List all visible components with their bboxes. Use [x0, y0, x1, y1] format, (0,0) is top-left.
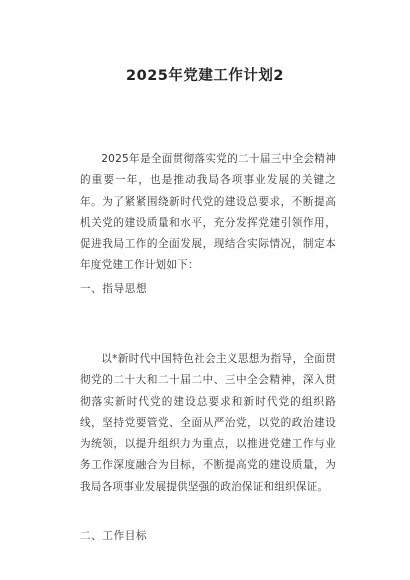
document-title: 2025年党建工作计划2 — [126, 68, 284, 84]
section-heading-work-goals: 二、工作目标 — [80, 530, 148, 542]
section-heading-guiding-ideology: 一、指导思想 — [80, 283, 148, 295]
intro-paragraph: 2025年是全面贯彻落实党的二十届三中全会精神的重要一年，也是推动我局各项事业发展的关键之年。为了紧紧围绕新时代党的建设总要求，不断提高机关党的建设质量和水平，充分发挥党建引领作用，促进我局工作的全面发展，现结合实际情况，制定本年度党建工作计划如下： — [80, 153, 336, 272]
guiding-ideology-paragraph: 以*新时代中国特色社会主义思想为指导，全面贯彻党的二十大和二十届二中、三中全会精神，深入贯彻落实新时代党的建设总要求和新时代党的组织路线，坚持党要管党、全面从严治党，以党的政治建设为统领，以提升组织力为重点，以推进党建工作与业务工作深度融合为目标，不断提高党的建设质量，为我局各项事业发展提供坚强的政治保证和组织保证。 — [80, 353, 336, 493]
